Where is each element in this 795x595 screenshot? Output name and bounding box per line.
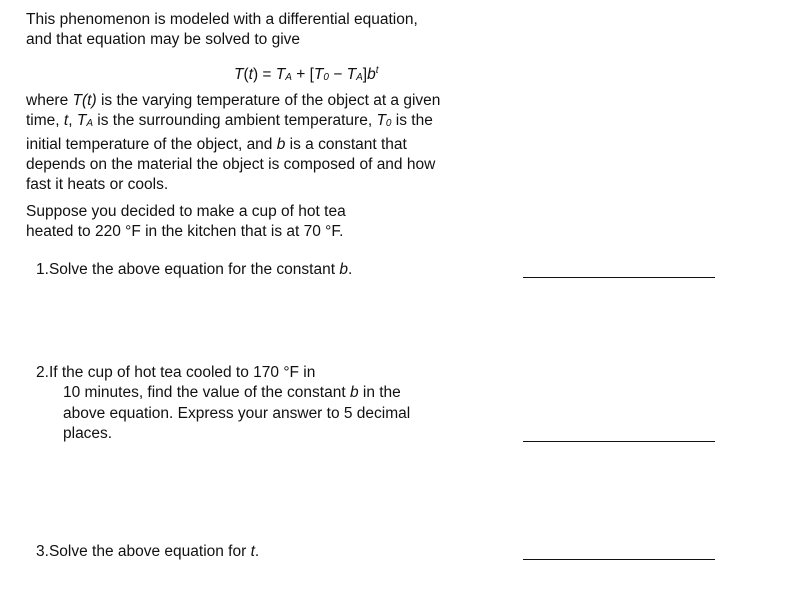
question-1: 1.Solve the above equation for the constant b. [36,261,353,278]
answer-line-2[interactable] [523,441,715,442]
scenario-paragraph [26,202,406,243]
definitions-paragraph: where T(t) is the varying temperature of the object at a given time, t, TA is the surrounding ambient temperature, T0 is the initial temperature of the object, and b is a constant that depends on the material the object is composed of and how fast it heats or cools. [26,92,441,194]
scenario-line-1: Suppose you decided to make a cup of hot tea [26,203,346,220]
answer-line-1[interactable] [523,277,715,278]
cooling-formula: T(t) = TA + $[T0 - TA]b^t$ [234,65,379,83]
scenario-line-2: heated to 220 °F in the kitchen that is at 70 °F. [26,223,344,241]
intro-line-1: This phenomenon is modeled with a differential equation, [26,11,418,28]
question-3: 3.Solve the above equation for t. [36,543,260,560]
question-2: 2.If the cup of hot tea cooled to 170 °F in 10 minutes, find the value of the constant b in the above equation. Express your answer to 5 decimal places. [36,364,411,442]
intro-line-2: and that equation may be solved to give [26,31,301,49]
answer-line-3[interactable] [523,559,715,560]
intro-paragraph [26,10,466,51]
